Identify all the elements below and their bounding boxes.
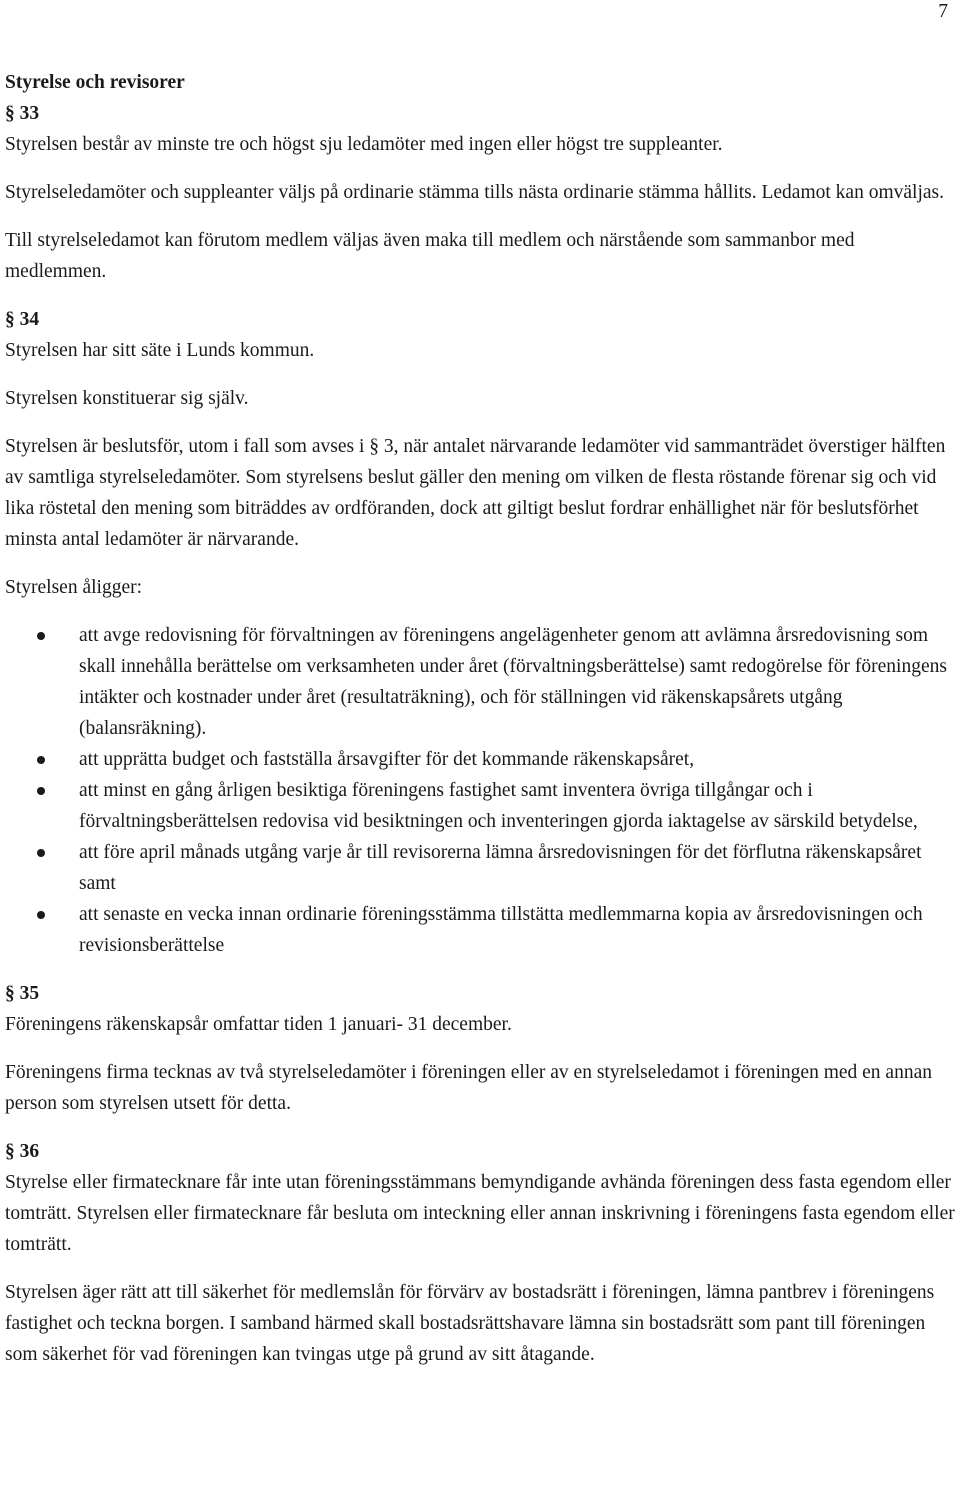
section-34-paragraph-2: Styrelsen konstituerar sig själv.: [5, 388, 249, 409]
list-item-text: att avge redovisning för förvaltningen av föreningens angelägenheter genom att avlämna årsredovisning som skall innehålla berättelse om verksamheten under året (förvaltningsberättelse) samt redogörelse för föreningens intäkter och kostnader under året (resultaträkning), och för ställningen vid räkenskapsårets utgång (balansräkning).: [79, 625, 947, 739]
list-item: [5, 899, 955, 961]
list-item-text: att upprätta budget och fastställa årsavgifter för det kommande räkenskapsåret,: [79, 749, 695, 770]
section-34-paragraph-4: Styrelsen åligger:: [5, 577, 143, 598]
bullet-icon: [37, 849, 45, 857]
page-content: [5, 67, 955, 1387]
duties-list: [5, 620, 955, 961]
list-item-text: att före april månads utgång varje år till revisorerna lämna årsredovisningen för det förflutna räkenskapsåret samt: [79, 842, 922, 894]
section-35-paragraph-2: Föreningens firma tecknas av två styrelseledamöter i föreningen eller av en styrelseledamot i föreningen med en annan person som styrelsen utsett för detta.: [5, 1062, 932, 1114]
section-34-paragraph-1: Styrelsen har sitt säte i Lunds kommun.: [5, 340, 315, 361]
section-33-paragraph-2: Styrelseledamöter och suppleanter väljs på ordinarie stämma tills nästa ordinarie stämma hållits. Ledamot kan omväljas.: [5, 182, 944, 203]
bullet-icon: [37, 787, 45, 795]
bullet-icon: [37, 756, 45, 764]
section-33-paragraph-1: Styrelsen består av minste tre och högst sju ledamöter med ingen eller högst tre suppleanter.: [5, 134, 723, 155]
list-item: [5, 744, 955, 775]
section-33-paragraph-3: Till styrelseledamot kan förutom medlem väljas även maka till medlem och närstående som sammanbor med medlemmen.: [5, 230, 855, 282]
list-item-text: att minst en gång årligen besiktiga föreningens fastighet samt inventera övriga tillgångar och i förvaltningsberättelsen redovisa vid besiktningen och inventeringen gjorda iaktagelse av särskild betydelse,: [79, 780, 918, 832]
section-36-paragraph-2: Styrelsen äger rätt att till säkerhet för medlemslån för förvärv av bostadsrätt i föreningen, lämna pantbrev i föreningens fastighet och teckna borgen. I samband härmed skall bostadsrättshavare lämna sin bostadsrätt som pant till föreningen som säkerhet för vad föreningen kan tvingas utge på grund av sitt åtagande.: [5, 1282, 935, 1365]
list-item-text: att senaste en vecka innan ordinarie föreningsstämma tillstätta medlemmarna kopia av årsredovisningen och revisionsberättelse: [79, 904, 923, 956]
section-35-paragraph-1: Föreningens räkenskapsår omfattar tiden 1 januari- 31 december.: [5, 1014, 512, 1035]
section-34-paragraph-3: Styrelsen är beslutsför, utom i fall som avses i § 3, när antalet närvarande ledamöter vid sammanträdet överstiger hälften av samtliga styrelseledamöter. Som styrelsens beslut gäller den mening om vilken de flesta röstande förenar sig och vid lika röstetal den mening som biträddes av ordföranden, dock att giltigt beslut fordrar enhällighet när för beslutsförhet minsta antal ledamöter är närvarande.: [5, 436, 946, 550]
list-item: [5, 837, 955, 899]
bullet-icon: [37, 911, 45, 919]
section-34-number: § 34: [5, 309, 40, 330]
section-heading: Styrelse och revisorer: [5, 72, 185, 93]
page-number: 7: [938, 1, 948, 22]
bullet-icon: [37, 632, 45, 640]
section-36-paragraph-1: Styrelse eller firmatecknare får inte utan föreningsstämmans bemyndigande avhända föreningen dess fasta egendom eller tomträtt. Styrelsen eller firmatecknare får besluta om inteckning eller annan inskrivning i föreningens fasta egendom eller tomträtt.: [5, 1172, 955, 1255]
section-36-number: § 36: [5, 1141, 40, 1162]
section-33-number: § 33: [5, 103, 40, 124]
section-35-number: § 35: [5, 983, 40, 1004]
list-item: [5, 775, 955, 837]
list-item: [5, 620, 955, 744]
